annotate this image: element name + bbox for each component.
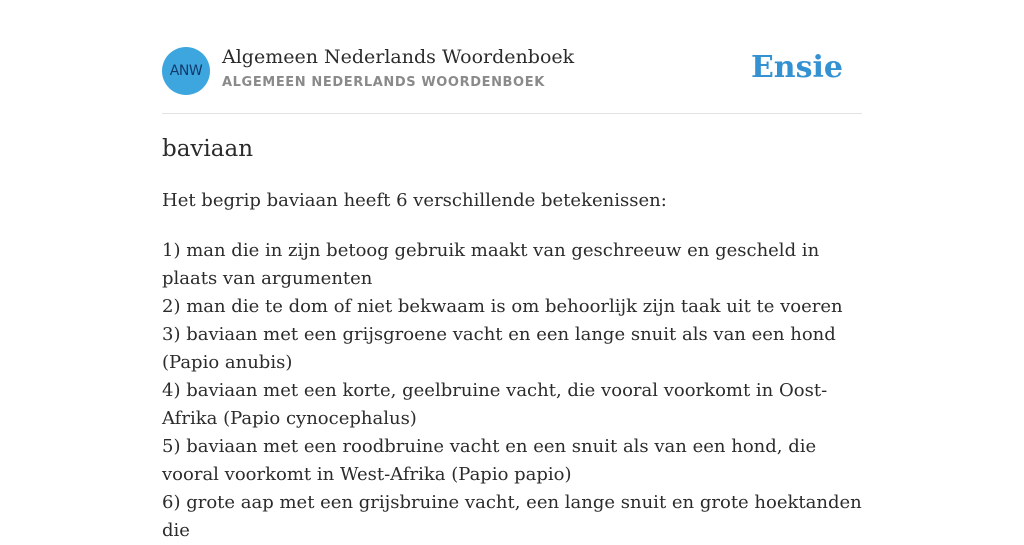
ensie-brand-link[interactable]: Ensie: [750, 50, 843, 85]
anw-logo[interactable]: [162, 47, 210, 95]
meaning-item: 5) baviaan met een roodbruine vacht en een snuit als van een hond, die vooral voorkomt in West-Afrika (Papio papio): [162, 436, 817, 485]
page-container: [162, 0, 862, 541]
logo-text: ANW: [169, 63, 203, 79]
meaning-item: 6) grote aap met een grijsbruine vacht, een lange snuit en grote hoektanden die: [162, 492, 862, 541]
site-subtitle: ALGEMEEN NEDERLANDS WOORDENBOEK: [222, 75, 545, 90]
meaning-item: 1) man die in zijn betoog gebruik maakt van geschreeuw en gescheld in plaats van argumenten: [162, 240, 820, 289]
meaning-item: 3) baviaan met een grijsgroene vacht en een lange snuit als van een hond (Papio anubis): [162, 324, 836, 373]
intro-text: Het begrip baviaan heeft 6 verschillende betekenissen:: [162, 190, 667, 211]
word-title: baviaan: [162, 136, 254, 162]
meaning-item: 2) man die te dom of niet bekwaam is om behoorlijk zijn taak uit te voeren: [162, 296, 843, 317]
meanings-list: [162, 237, 862, 545]
site-header: [162, 0, 862, 114]
site-title[interactable]: Algemeen Nederlands Woordenboek: [222, 46, 575, 68]
meaning-item: 4) baviaan met een korte, geelbruine vacht, die vooral voorkomt in Oost-Afrika (Papio cynocephalus): [162, 380, 828, 429]
